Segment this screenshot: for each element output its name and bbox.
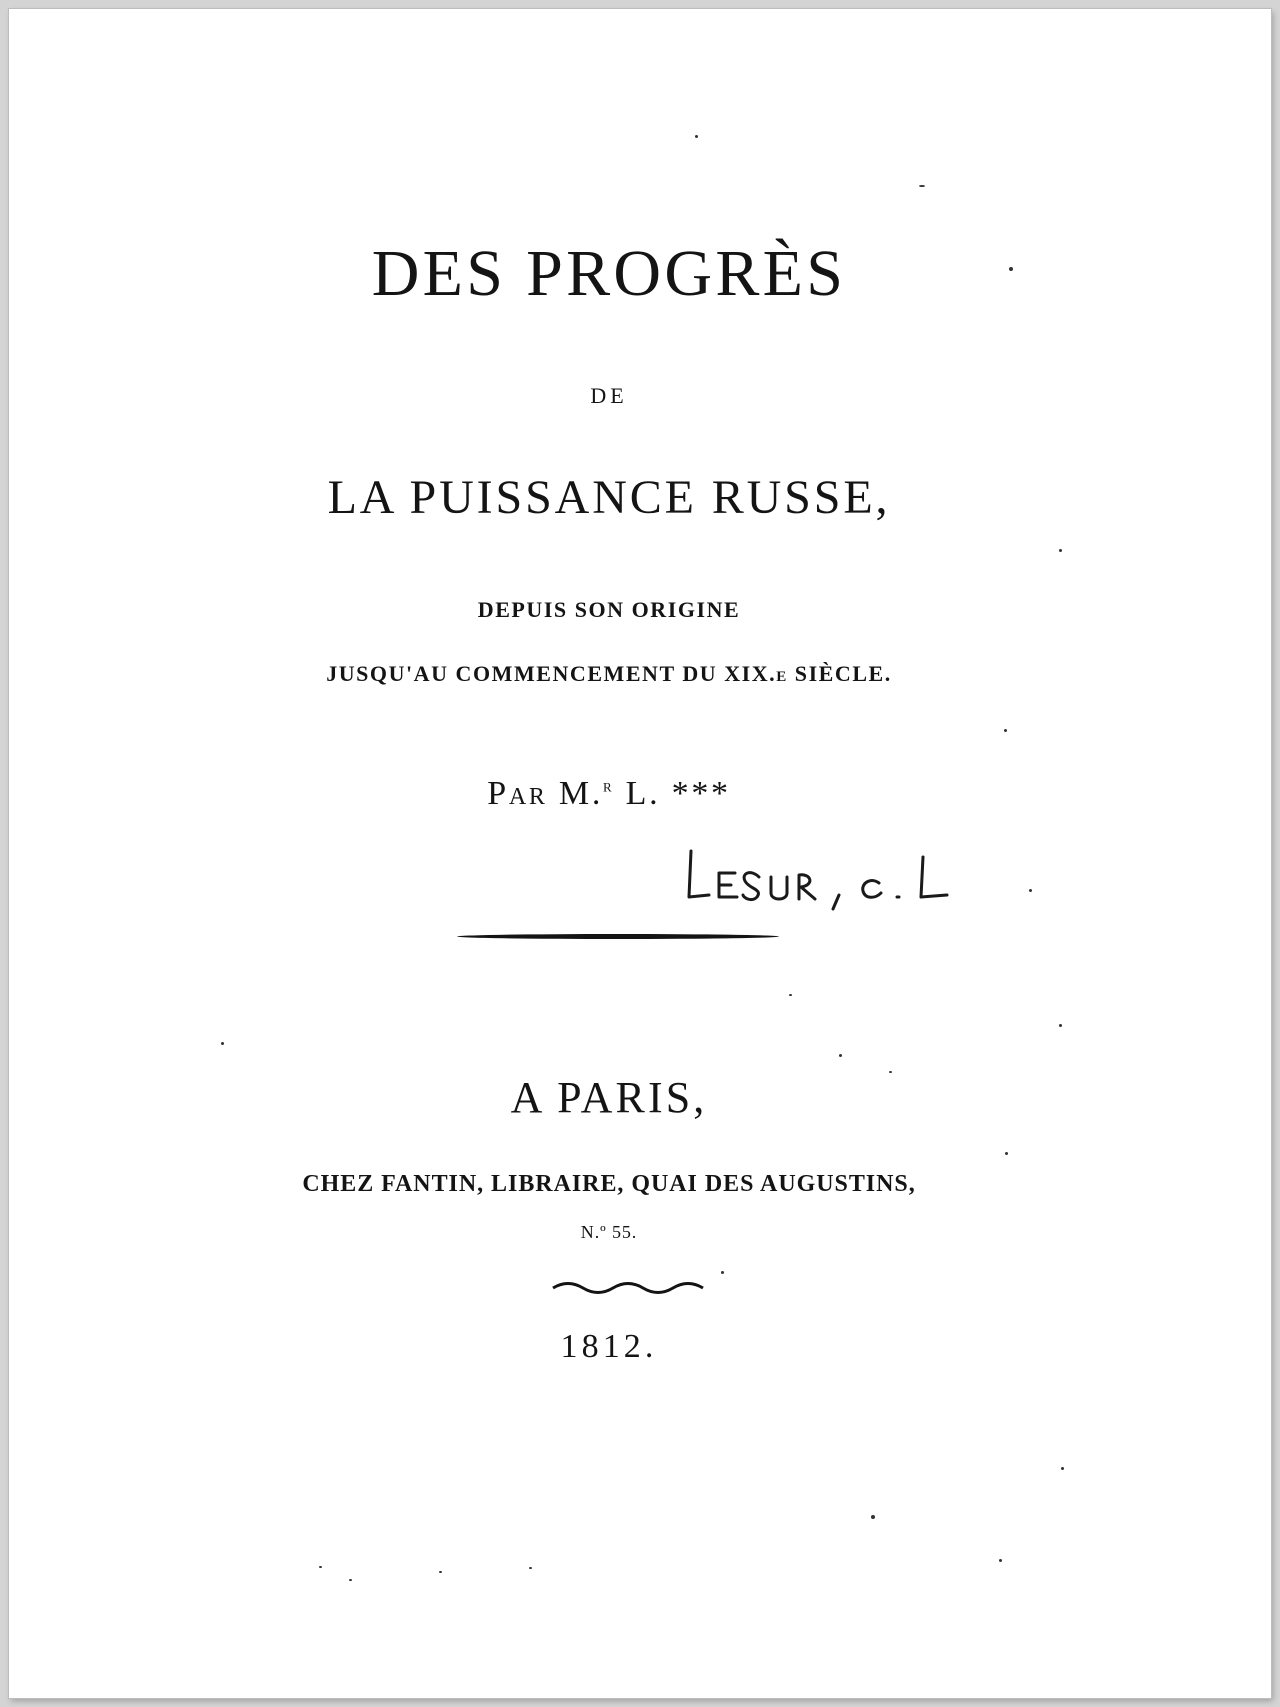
speck — [439, 1571, 442, 1573]
speck — [1059, 549, 1062, 552]
speck — [1005, 1152, 1008, 1155]
speck — [1004, 729, 1007, 732]
speck — [839, 1054, 842, 1057]
wavy-rule — [549, 1279, 709, 1295]
author-name: L. *** — [614, 775, 731, 812]
speck — [695, 135, 698, 138]
speck — [529, 1567, 532, 1569]
book-title: DES PROGRÈS — [371, 237, 847, 310]
author-superscript: r — [603, 775, 615, 796]
book-subject: LA PUISSANCE RUSSE, — [327, 471, 891, 524]
speck — [349, 1579, 352, 1581]
ornamental-rule — [457, 934, 779, 939]
publication-year: 1812. — [560, 1328, 658, 1365]
imprint-number: N.º 55. — [580, 1222, 638, 1242]
speck — [1029, 889, 1032, 892]
speck — [871, 1515, 875, 1519]
speck — [721, 1271, 724, 1274]
author-line — [9, 775, 1209, 813]
handwritten-annotation — [679, 839, 999, 919]
speck — [221, 1042, 224, 1045]
title-page — [9, 9, 1271, 1698]
imprint-city: A PARIS, — [510, 1073, 708, 1122]
speck — [889, 1071, 892, 1073]
author-prefix: Par M. — [487, 775, 604, 812]
title-connector: DE — [590, 383, 628, 408]
subtitle-line-2: JUSQU'AU COMMENCEMENT DU XIX.e SIÈCLE. — [326, 661, 892, 686]
speck — [1009, 267, 1013, 271]
speck — [999, 1559, 1002, 1562]
speck — [319, 1566, 322, 1568]
subtitle-line-1: DEPUIS SON ORIGINE — [477, 597, 741, 622]
speck — [919, 185, 925, 187]
speck — [1059, 1024, 1062, 1027]
speck — [789, 994, 792, 996]
imprint-publisher: CHEZ FANTIN, LIBRAIRE, QUAI DES AUGUSTINS, — [302, 1171, 916, 1197]
speck — [1061, 1467, 1064, 1470]
